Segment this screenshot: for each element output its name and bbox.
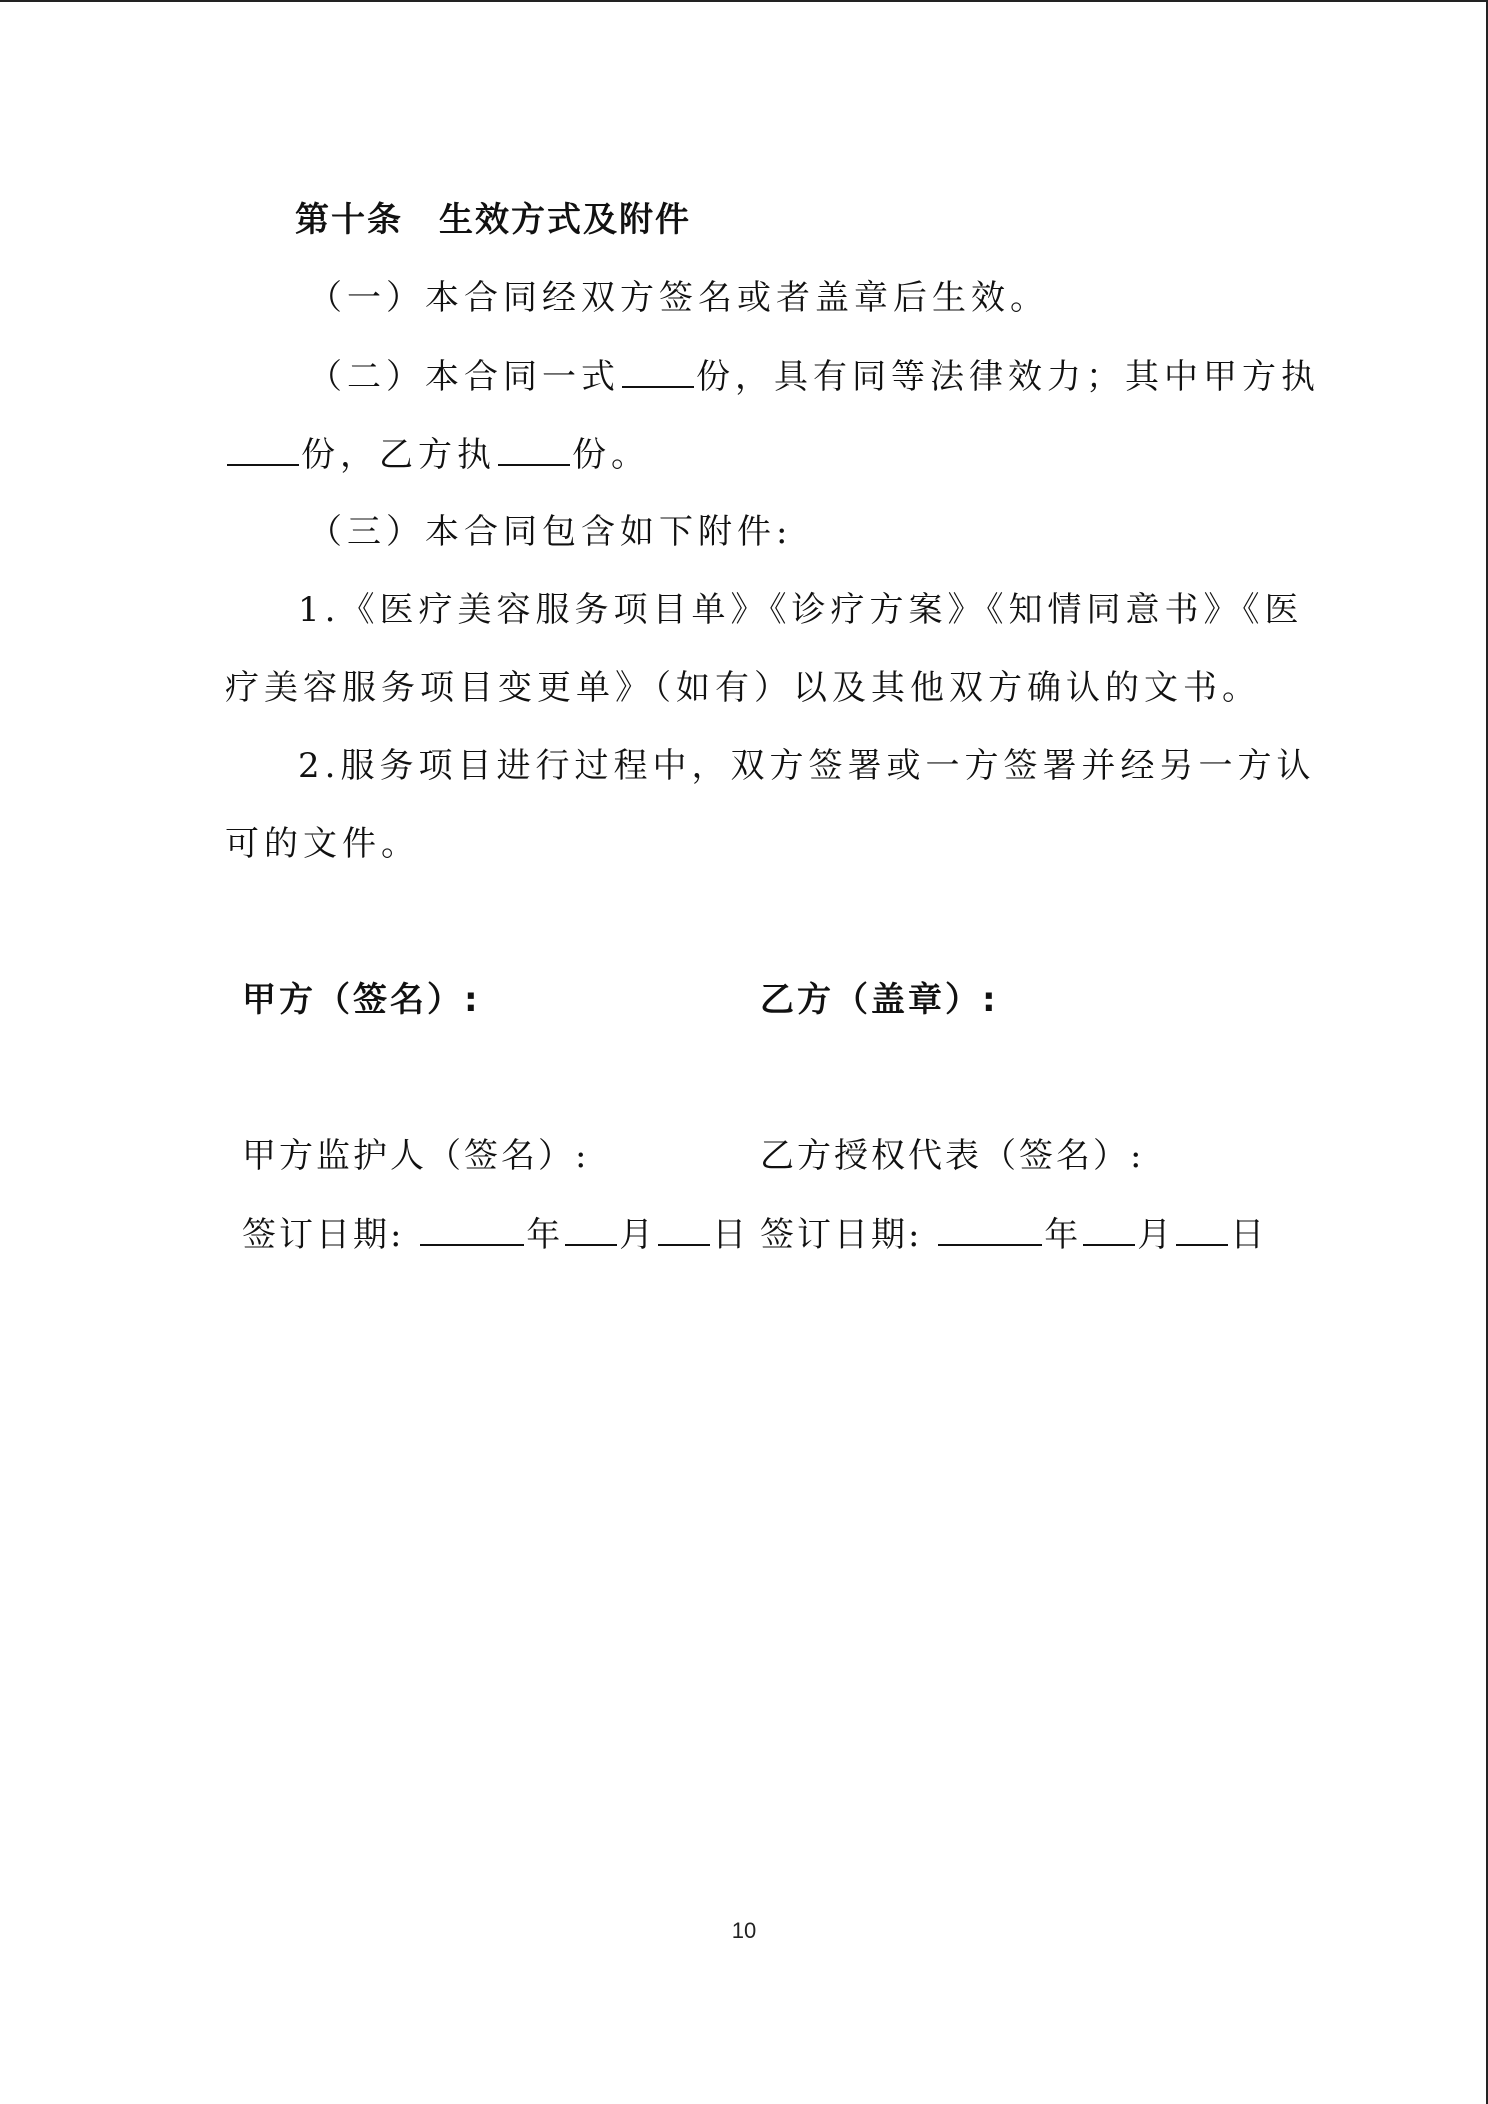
attachment-item-1-line-1: 1.《医疗美容服务项目单》《诊疗方案》《知情同意书》《医 [298, 590, 1304, 630]
year-label: 年 [526, 1215, 564, 1255]
article-number: 第十条 [295, 200, 403, 240]
clause-2-text-a: （二）本合同一式 [308, 357, 620, 397]
month-blank [565, 1214, 617, 1246]
page-border-top [0, 0, 1488, 2]
clause-1: （一）本合同经双方签名或者盖章后生效。 [308, 278, 1049, 318]
article-heading [295, 200, 691, 240]
copies-party-b-blank [498, 434, 570, 466]
clause-2-text-c: 份，乙方执 [301, 435, 496, 475]
year-blank [420, 1214, 524, 1246]
date-label: 签订日期: [242, 1215, 405, 1255]
day-label: 日 [1230, 1215, 1268, 1255]
copies-party-a-blank [227, 434, 299, 466]
attachment-item-2-line-2: 可的文件。 [225, 824, 420, 864]
day-blank [1176, 1214, 1228, 1246]
party-b-representative-label: 乙方授权代表（签名）: [760, 1136, 1145, 1176]
month-label: 月 [1137, 1215, 1175, 1255]
clause-3: （三）本合同包含如下附件: [308, 512, 793, 552]
day-label: 日 [712, 1215, 750, 1255]
attachment-item-1-line-2: 疗美容服务项目变更单》（如有）以及其他双方确认的文书。 [225, 668, 1261, 708]
article-title: 生效方式及附件 [439, 200, 691, 240]
year-blank [938, 1214, 1042, 1246]
clause-2-line-1 [308, 356, 1320, 397]
party-a-signature-label: 甲方（签名）: [242, 980, 481, 1020]
party-b-seal-label: 乙方（盖章）: [760, 980, 999, 1020]
day-blank [658, 1214, 710, 1246]
attachment-item-2-line-1: 2.服务项目进行过程中，双方签署或一方签署并经另一方认 [298, 746, 1316, 786]
date-label: 签订日期: [760, 1215, 923, 1255]
copies-total-blank [622, 356, 694, 388]
party-a-date [242, 1214, 749, 1255]
clause-2-text-b: 份，具有同等法律效力；其中甲方执 [696, 357, 1320, 397]
clause-2-text-d: 份。 [572, 435, 650, 475]
month-label: 月 [619, 1215, 657, 1255]
party-b-date [760, 1214, 1267, 1255]
clause-2-line-2 [225, 434, 650, 475]
month-blank [1083, 1214, 1135, 1246]
page-number: 10 [731, 1918, 757, 1943]
party-a-guardian-label: 甲方监护人（签名）: [242, 1136, 590, 1176]
year-label: 年 [1044, 1215, 1082, 1255]
